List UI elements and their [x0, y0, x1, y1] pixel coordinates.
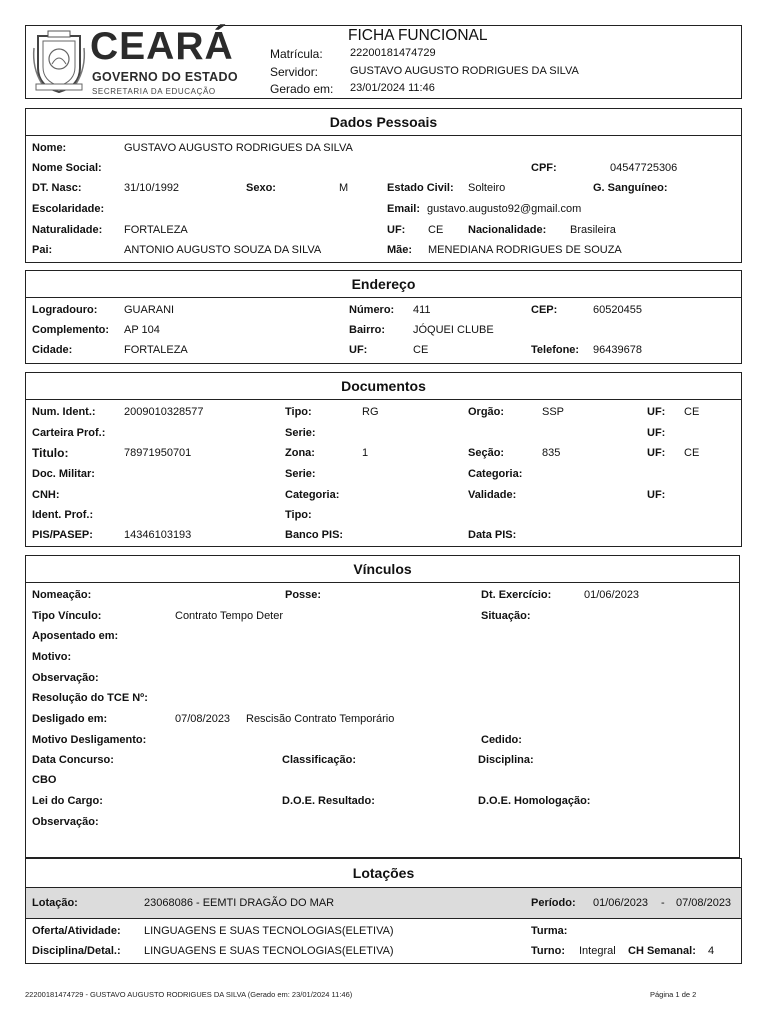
logo-wordmark: CEARÁ: [90, 25, 234, 68]
posse-label: Posse:: [285, 589, 322, 601]
header-box: [25, 25, 742, 99]
footer-info: 22200181474729 - GUSTAVO AUGUSTO RODRIGUES DA SILVA (Gerado em: 23/01/2024 11:46): [25, 990, 353, 999]
desligado-label: Desligado em:: [32, 713, 108, 725]
titulo-label: Titulo:: [32, 446, 69, 460]
desligado-value: 07/08/2023: [175, 713, 231, 725]
categoria-label: Categoria:: [468, 468, 523, 480]
cnh-label: CNH:: [32, 489, 60, 501]
pis-label: PIS/PASEP:: [32, 529, 93, 541]
situacao-label: Situação:: [481, 610, 531, 622]
lotacao-label: Lotação:: [32, 897, 78, 909]
num-ident-label: Num. Ident.:: [32, 406, 96, 418]
secao-value: 835: [542, 447, 561, 459]
sexo-label: Sexo:: [246, 182, 276, 194]
desligado-motivo-value: Rescisão Contrato Temporário: [246, 713, 395, 725]
validade-label: Validade:: [468, 489, 517, 501]
gerado-label: Gerado em:: [270, 82, 334, 96]
logradouro-label: Logradouro:: [32, 304, 98, 316]
cpf-value: 04547725306: [610, 162, 678, 174]
vinculos-section: [25, 555, 740, 858]
motivo-desligamento-label: Motivo Desligamento:: [32, 734, 147, 746]
email-label: Email:: [387, 203, 421, 215]
oferta-label: Oferta/Atividade:: [32, 925, 121, 937]
uf-label: UF:: [387, 224, 406, 236]
periodo-inicio-value: 01/06/2023: [593, 897, 649, 909]
doe-resultado-label: D.O.E. Resultado:: [282, 795, 375, 807]
lotacao-row: [26, 888, 741, 919]
dados-pessoais-section: [25, 108, 742, 263]
cedido-label: Cedido:: [481, 734, 522, 746]
aposentado-label: Aposentado em:: [32, 630, 119, 642]
logo-subtitle: GOVERNO DO ESTADO: [92, 70, 238, 84]
oferta-value: LINGUAGENS E SUAS TECNOLOGIAS(ELETIVA): [144, 925, 394, 937]
dados-pessoais-title: Dados Pessoais: [26, 109, 741, 136]
num-ident-value: 2009010328577: [124, 406, 204, 418]
cidade-label: Cidade:: [32, 344, 73, 356]
periodo-separator: -: [661, 897, 665, 909]
zona-value: 1: [362, 447, 369, 459]
complemento-value: AP 104: [124, 324, 160, 336]
dt-exercicio-value: 01/06/2023: [584, 589, 640, 601]
servidor-label: Servidor:: [270, 65, 319, 79]
complemento-label: Complemento:: [32, 324, 109, 336]
naturalidade-value: FORTALEZA: [124, 224, 188, 236]
titulo-value: 78971950701: [124, 447, 192, 459]
nomeacao-label: Nomeação:: [32, 589, 92, 601]
dt-nasc-label: DT. Nasc:: [32, 182, 82, 194]
numero-value: 411: [413, 304, 431, 316]
carteira-prof-label: Carteira Prof.:: [32, 427, 106, 439]
estado-civil-label: Estado Civil:: [387, 182, 454, 194]
lotacoes-title: Lotações: [26, 859, 741, 888]
secao-label: Seção:: [468, 447, 505, 459]
categoria2-label: Categoria:: [285, 489, 340, 501]
doe-homologacao-label: D.O.E. Homologação:: [478, 795, 591, 807]
orgao-value: SSP: [542, 406, 565, 418]
cidade-value: FORTALEZA: [124, 344, 188, 356]
lei-cargo-label: Lei do Cargo:: [32, 795, 103, 807]
turno-value: Integral: [579, 945, 616, 957]
orgao-label: Orgão:: [468, 406, 505, 418]
disciplina-label: Disciplina:: [478, 754, 534, 766]
endereco-uf-value: CE: [413, 344, 429, 356]
logo-secretaria: SECRETARIA DA EDUCAÇÃO: [92, 87, 216, 96]
serie-label: Serie:: [285, 427, 316, 439]
sexo-value: M: [339, 182, 349, 194]
doc-tipo-label: Tipo:: [285, 406, 312, 418]
tipo-vinculo-value: Contrato Tempo Deter: [175, 610, 284, 622]
nome-social-label: Nome Social:: [32, 162, 102, 174]
classificacao-label: Classificação:: [282, 754, 356, 766]
observacao-label: Observação:: [32, 672, 99, 684]
endereco-title: Endereço: [26, 271, 741, 298]
serie2-label: Serie:: [285, 468, 316, 480]
lotacao-value: 23068086 - EEMTI DRAGÃO DO MAR: [144, 897, 335, 909]
doc-militar-label: Doc. Militar:: [32, 468, 95, 480]
doc-uf1-label: UF:: [647, 406, 666, 418]
doc-tipo-value: RG: [362, 406, 379, 418]
periodo-fim-value: 07/08/2023: [676, 897, 732, 909]
ch-semanal-label: CH Semanal:: [628, 945, 696, 957]
mae-label: Mãe:: [387, 244, 413, 256]
documentos-section: [25, 372, 742, 547]
endereco-uf-label: UF:: [349, 344, 368, 356]
doc-uf4-label: UF:: [647, 489, 666, 501]
matricula-label: Matrícula:: [270, 47, 323, 61]
servidor-value: GUSTAVO AUGUSTO RODRIGUES DA SILVA: [350, 65, 579, 77]
banco-pis-label: Banco PIS:: [285, 529, 344, 541]
ident-prof-label: Ident. Prof.:: [32, 509, 94, 521]
tipo-vinculo-label: Tipo Vínculo:: [32, 610, 102, 622]
pai-label: Pai:: [32, 244, 53, 256]
uf-value: CE: [428, 224, 444, 236]
nacionalidade-value: Brasileira: [570, 224, 616, 236]
disciplina-detal-label: Disciplina/Detal.:: [32, 945, 121, 957]
document-title: FICHA FUNCIONAL: [348, 27, 488, 44]
lotacoes-section: [25, 858, 742, 964]
logradouro-value: GUARANI: [124, 304, 175, 316]
ch-semanal-value: 4: [708, 945, 715, 957]
observacao2-label: Observação:: [32, 816, 99, 828]
endereco-section: [25, 270, 742, 364]
cbo-label: CBO: [32, 774, 57, 786]
pis-value: 14346103193: [124, 529, 192, 541]
email-value: gustavo.augusto92@gmail.com: [427, 203, 582, 215]
dt-exercicio-label: Dt. Exercício:: [481, 589, 552, 601]
disciplina-detal-value: LINGUAGENS E SUAS TECNOLOGIAS(ELETIVA): [144, 945, 394, 957]
doc-uf2-label: UF:: [647, 427, 666, 439]
escolaridade-label: Escolaridade:: [32, 203, 105, 215]
page-number: Página 1 de 2: [650, 990, 697, 999]
cep-label: CEP:: [531, 304, 558, 316]
vinculos-title: Vínculos: [26, 556, 739, 583]
zona-label: Zona:: [285, 447, 315, 459]
turno-label: Turno:: [531, 945, 566, 957]
telefone-value: 96439678: [593, 344, 642, 356]
turma-label: Turma:: [531, 925, 568, 937]
bairro-value: JÓQUEI CLUBE: [413, 324, 494, 336]
data-concurso-label: Data Concurso:: [32, 754, 114, 766]
cep-value: 60520455: [593, 304, 642, 316]
dt-nasc-value: 31/10/1992: [124, 182, 180, 194]
pai-value: ANTONIO AUGUSTO SOUZA DA SILVA: [124, 244, 322, 256]
estado-civil-value: Solteiro: [468, 182, 506, 194]
state-seal-logo: [30, 28, 88, 96]
mae-value: MENEDIANA RODRIGUES DE SOUZA: [428, 244, 622, 256]
doc-tipo2-label: Tipo:: [285, 509, 312, 521]
gerado-value: 23/01/2024 11:46: [350, 82, 435, 94]
data-pis-label: Data PIS:: [468, 529, 517, 541]
matricula-value: 22200181474729: [350, 47, 436, 59]
naturalidade-label: Naturalidade:: [32, 224, 103, 236]
sanguineo-label: G. Sanguíneo:: [593, 182, 668, 194]
cpf-label: CPF:: [531, 162, 557, 174]
doc-uf3-label: UF:: [647, 447, 666, 459]
documentos-title: Documentos: [26, 373, 741, 400]
doc-uf1-value: CE: [684, 406, 700, 418]
resolucao-tce-label: Resolução do TCE Nº:: [32, 692, 148, 704]
nome-value: GUSTAVO AUGUSTO RODRIGUES DA SILVA: [124, 142, 353, 154]
doc-uf3-value: CE: [684, 447, 700, 459]
periodo-label: Período:: [531, 897, 576, 909]
state-coat-of-arms-icon: [30, 28, 88, 96]
motivo-label: Motivo:: [32, 651, 72, 663]
nome-label: Nome:: [32, 142, 67, 154]
bairro-label: Bairro:: [349, 324, 386, 336]
nacionalidade-label: Nacionalidade:: [468, 224, 547, 236]
numero-label: Número:: [349, 304, 395, 316]
telefone-label: Telefone:: [531, 344, 580, 356]
